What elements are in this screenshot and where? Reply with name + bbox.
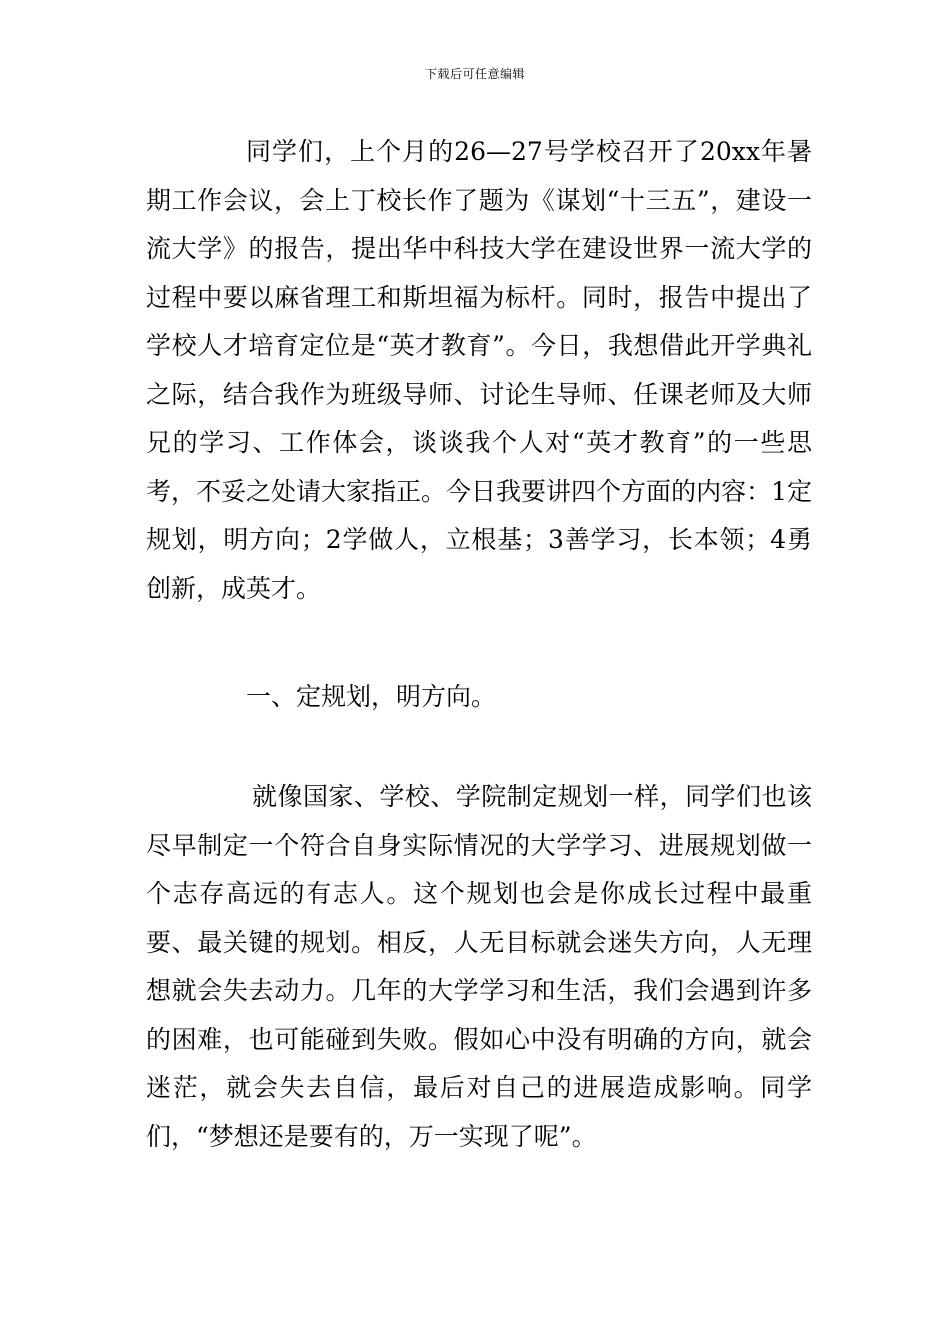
section-heading: 一、定规划，明方向。 (246, 682, 497, 711)
page-header-note: 下载后可任意编辑 (424, 67, 525, 81)
paragraph-opening: 同学们，上个月的26—27号学校召开了20xx年暑期工作会议，会上丁校长作了题为《谋划“十三五”，建设一流大学》的报告，提出华中科技大学在建设世界一流大学的过程中要以麻省理工和斯坦福为标杆。同时，报告中提出了学校人才培育定位是“英才教育”。今日，我想借此开学典礼之际，结合我作为班级导师、讨论生导师、任课老师及大师兄的学习、工作体会，谈谈我个人对“英才教育”的一些思考，不妥之处请大家指正。今日我要讲四个方面的内容：1定规划，明方向；2学做人，立根基；3善学习，长本领；4勇创新，成英才。 (146, 137, 812, 603)
paragraph-section-one: 就像国家、学校、学院制定规划一样，同学们也该尽早制定一个符合自身实际情况的大学学习、进展规划做一个志存高远的有志人。这个规划也会是你成长过程中最重要、最关键的规划。相反，人无目标就会迷失方向，人无理想就会失去动力。几年的大学学习和生活，我们会遇到许多的困难，也可能碰到失败。假如心中没有明确的方向，就会迷茫，就会失去自信，最后对自己的进展造成影响。同学们，“梦想还是要有的，万一实现了呢”。 (146, 782, 812, 1151)
